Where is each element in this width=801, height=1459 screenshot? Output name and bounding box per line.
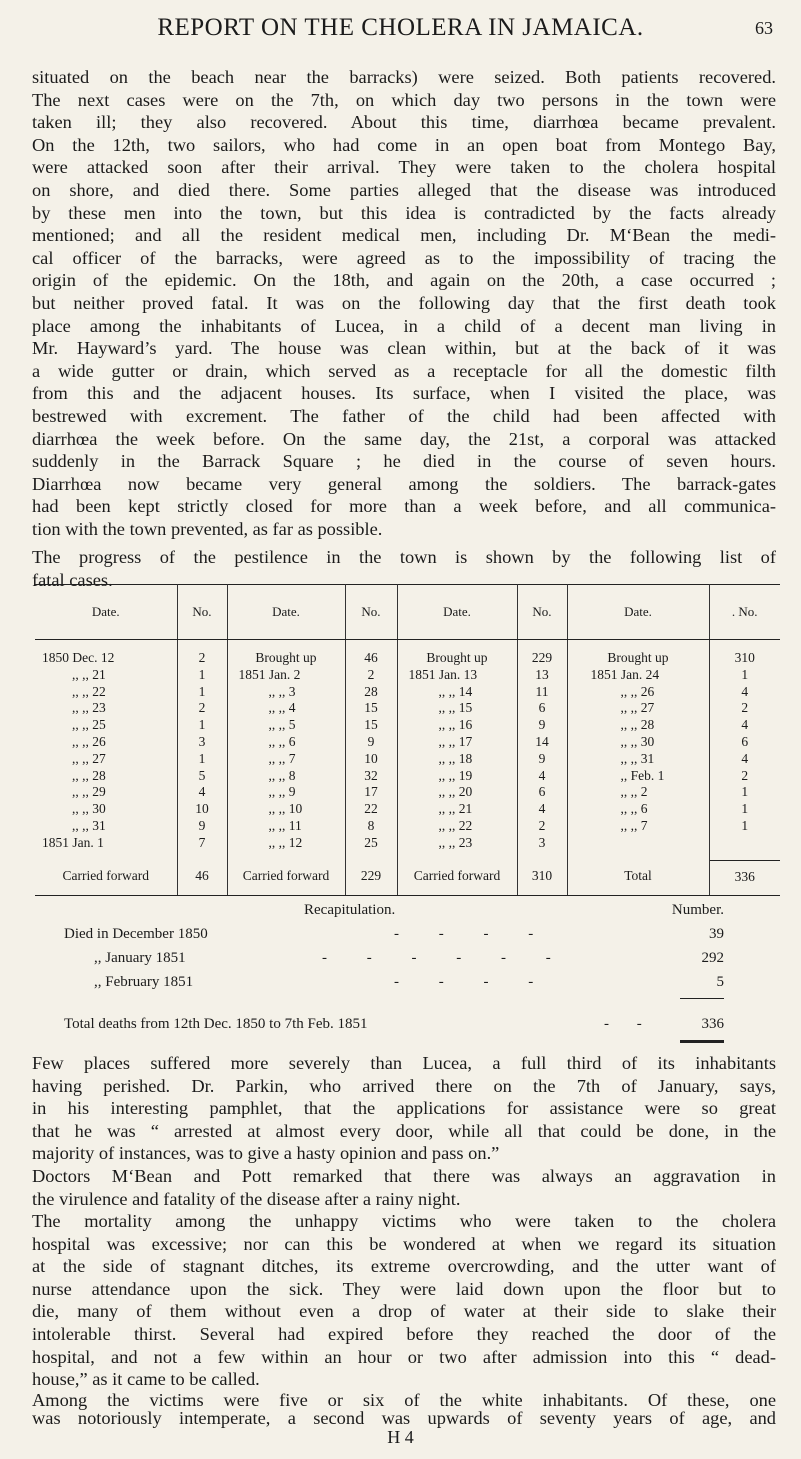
text-line: die, many of them without even a drop of water at their side to slake their (32, 1301, 776, 1322)
text-line: Among the victims were five or six of the white inhabitants. Of these, one (32, 1390, 776, 1410)
table-body-row (35, 640, 780, 861)
date-column (397, 640, 517, 861)
column-header: No. (517, 585, 567, 640)
date-cell: ,, ,, 9 (268, 784, 296, 800)
text-line: the virulence and fatality of the disease after a rainy night. (32, 1188, 461, 1209)
text-line: fatal cases. (32, 569, 113, 590)
date-cell: ,, ,, 22 (438, 817, 473, 833)
text-line: but neither proved fatal. It was on the following day that the first death took (32, 292, 776, 313)
number-cell: 15 (364, 700, 378, 716)
number-cell: 3 (538, 834, 546, 850)
text-line: by these men into the town, but this idea is contradicted by the facts already (32, 202, 776, 223)
paragraph-hospital (32, 1210, 776, 1391)
date-cell: ,, ,, 4 (268, 700, 296, 716)
date-cell: ,, ,, 27 (620, 700, 655, 716)
number-cell: 1 (741, 801, 749, 817)
total-label: Total (567, 860, 709, 895)
number-cell: 11 (535, 683, 549, 699)
number-cell: 9 (198, 817, 206, 833)
paragraph-lucea (32, 1052, 776, 1165)
date-cell: ,, ,, 27 (72, 750, 106, 766)
paragraph-doctors (32, 1165, 776, 1210)
recap-row (64, 950, 724, 972)
number-cell: 4 (198, 784, 206, 800)
number-cell: 5 (198, 767, 206, 783)
recap-row (64, 974, 724, 996)
number-cell: 4 (538, 801, 546, 817)
paragraph-victims (32, 1391, 776, 1427)
leader-dashes: - - - - - - (322, 950, 569, 966)
leader-dashes: - - - - (394, 926, 552, 942)
date-column (35, 640, 177, 861)
date-cell: ,, ,, 21 (72, 666, 106, 682)
carried-forward-label: Carried forward (227, 860, 345, 895)
text-line: place among the inhabitants of Lucea, in a child of a decent man living in (32, 315, 776, 336)
date-cell: ,, ,, 6 (620, 801, 648, 817)
date-cell (569, 835, 708, 852)
text-line: house,” as it came to be called. (32, 1369, 260, 1390)
recap-value: 292 (701, 950, 724, 966)
text-line: Doctors M‘Bean and Pott remarked that there was always an aggravation in (32, 1166, 776, 1186)
date-cell: ,, ,, 8 (268, 767, 296, 783)
recap-total-label: Total deaths from 12th Dec. 1850 to 7th Feb. 1851 (64, 1016, 368, 1032)
recap-label: ,, January 1851 (94, 950, 186, 966)
date-cell: Brought up (607, 650, 669, 665)
page-number: 63 (755, 18, 773, 38)
number-cell: 229 (531, 650, 553, 665)
text-line: intolerable thirst. Several had expired before they reached the door of the (32, 1323, 776, 1344)
text-line: suddenly in the Barrack Square ; he died in the course of seven hours. (32, 451, 776, 472)
text-line: Mr. Hayward’s yard. The house was clean within, but at the back of it was (32, 338, 776, 359)
text-line: having perished. Dr. Parkin, who arrived there on the 7th of January, says, (32, 1075, 776, 1096)
date-cell: ,, ,, 31 (620, 750, 655, 766)
number-cell: 10 (364, 750, 378, 766)
number-cell: 1 (198, 717, 206, 733)
carried-forward-value: 229 (345, 860, 397, 895)
text-line: from this and the adjacent houses. Its surface, when I visited the place, was (32, 383, 776, 404)
text-line: The next cases were on the 7th, on which day two persons in the town were (32, 89, 776, 110)
text-line: at the side of stagnant ditches, its extreme overcrowding, and the utter want of (32, 1256, 776, 1277)
date-cell: ,, ,, 12 (268, 834, 303, 850)
number-cell: 1 (198, 666, 206, 682)
date-cell: ,, ,, 20 (438, 784, 473, 800)
number-column (345, 640, 397, 861)
running-header (0, 14, 801, 54)
number-cell: 1 (741, 666, 749, 682)
number-cell: 2 (741, 700, 749, 716)
number-cell: 8 (367, 817, 375, 833)
date-cell: ,, ,, 16 (438, 717, 473, 733)
text-line: a wide gutter or drain, which served as a receptacle for all the domestic filth (32, 360, 776, 381)
date-cell: ,, ,, 26 (72, 733, 106, 749)
number-cell (711, 835, 780, 852)
number-cell: 2 (198, 650, 206, 665)
number-cell: 22 (364, 801, 378, 817)
date-cell: ,, ,, 23 (438, 834, 473, 850)
carried-forward-value: 310 (517, 860, 567, 895)
number-cell: 6 (538, 700, 546, 716)
text-line: Few places suffered more severely than Lucea, a full third of its inhabitants (32, 1053, 776, 1073)
number-column (517, 640, 567, 861)
text-line: that he was “ arrested at almost every door, while all that could be done, in the (32, 1120, 776, 1141)
number-column (177, 640, 227, 861)
recap-total-value: 336 (701, 1016, 724, 1032)
date-cell: ,, ,, 10 (268, 801, 303, 817)
number-cell: 4 (741, 717, 749, 733)
table-footer-row (35, 860, 780, 895)
number-cell: 4 (538, 767, 546, 783)
date-cell: ,, ,, 6 (268, 733, 296, 749)
number-cell: 2 (741, 767, 749, 783)
date-cell: ,, ,, 11 (268, 817, 302, 833)
recap-label: ,, February 1851 (94, 974, 194, 990)
date-cell: 1851 Jan. 13 (408, 666, 478, 682)
date-cell: ,, ,, 7 (620, 817, 648, 833)
text-line: Diarrhœa now became very general among the soldiers. The barrack-gates (32, 473, 776, 494)
number-cell: 9 (538, 750, 546, 766)
date-cell: ,, ,, 18 (438, 750, 473, 766)
text-line: was notoriously intemperate, a second was upwards of seventy years of age, and (32, 1408, 776, 1428)
date-cell: ,, ,, 31 (72, 817, 106, 833)
date-cell: ,, ,, 23 (72, 700, 106, 716)
number-cell: 13 (535, 666, 549, 682)
number-cell: 1 (741, 817, 749, 833)
column-header: Date. (35, 585, 177, 640)
number-cell: 7 (198, 834, 206, 850)
number-cell: 17 (364, 784, 378, 800)
date-cell: 1851 Jan. 2 (238, 666, 301, 682)
text-line: mentioned; and all the resident medical men, including Dr. M‘Bean the medi- (32, 225, 776, 246)
number-column (709, 640, 780, 861)
number-cell: 4 (741, 750, 749, 766)
sum-rule (680, 998, 724, 999)
column-header: No. (345, 585, 397, 640)
column-header: Date. (227, 585, 345, 640)
date-cell: ,, ,, 3 (268, 683, 296, 699)
date-cell: ,, ,, 21 (438, 801, 473, 817)
text-line: cal officer of the barracks, were agreed as to the impossibility of tracing the (32, 247, 776, 268)
date-cell: ,, ,, 19 (438, 767, 473, 783)
text-line: situated on the beach near the barracks) were seized. Both patients recovered. (32, 67, 776, 87)
text-line: On the 12th, two sailors, who had come in an open boat from Montego Bay, (32, 134, 776, 155)
carried-forward-label: Carried forward (397, 860, 517, 895)
text-line: hospital was excessive; nor can this be wondered at when we regard its situation (32, 1233, 776, 1254)
date-cell: ,, ,, 15 (438, 700, 473, 716)
column-header: Date. (397, 585, 517, 640)
date-cell: ,, ,, 22 (72, 683, 106, 699)
text-line: origin of the epidemic. On the 18th, and again on the 20th, a case occurred ; (32, 270, 776, 291)
text-line: majority of instances, was to give a hasty opinion and pass on.” (32, 1143, 500, 1164)
date-column (227, 640, 345, 861)
number-cell: 2 (198, 700, 206, 716)
number-cell: 32 (364, 767, 378, 783)
column-header: . No. (709, 585, 780, 640)
date-cell: Brought up (255, 650, 317, 665)
date-cell: ,, ,, 30 (620, 733, 655, 749)
number-cell: 28 (364, 683, 378, 699)
carried-forward-label: Carried forward (35, 860, 177, 895)
date-cell: Brought up (426, 650, 488, 665)
date-cell: ,, Feb. 1 (620, 767, 665, 783)
text-line: diarrhœa the week before. On the same day, the 21st, a corporal was attacked (32, 428, 776, 449)
number-cell: 1 (198, 750, 206, 766)
date-cell: ,, ,, 17 (438, 733, 473, 749)
date-cell: ,, ,, 28 (72, 767, 106, 783)
date-cell: ,, ,, 28 (620, 717, 655, 733)
fatal-cases-table (35, 584, 780, 896)
date-cell: 1851 Jan. 24 (590, 666, 660, 682)
text-line: had been kept strictly closed for more than a week before, and all communica- (32, 496, 776, 517)
date-cell: ,, ,, 2 (620, 784, 648, 800)
number-cell: 6 (741, 733, 749, 749)
text-line: on shore, and died there. Some parties alleged that the disease was introduced (32, 179, 776, 200)
text-line: were attacked soon after their arrival. They were taken to the cholera hospital (32, 157, 776, 178)
number-cell: 9 (367, 733, 375, 749)
signature-mark: H 4 (387, 1427, 414, 1447)
number-cell: 1 (741, 784, 749, 800)
recap-row (64, 926, 724, 948)
carried-forward-value: 46 (177, 860, 227, 895)
recap-total-row (64, 1016, 724, 1038)
date-cell: ,, ,, 26 (620, 683, 655, 699)
leader-dashes: - - (604, 1016, 654, 1032)
number-cell: 25 (364, 834, 378, 850)
recap-value: 5 (716, 974, 724, 990)
text-line: taken ill; they also recovered. About this time, diarrhœa became prevalent. (32, 112, 776, 133)
date-cell: ,, ,, 7 (268, 750, 296, 766)
date-cell: ,, ,, 30 (72, 801, 106, 817)
text-line: tion with the town prevented, as far as possible. (32, 518, 383, 539)
date-cell: 1851 Jan. 1 (42, 834, 104, 850)
column-header: Date. (567, 585, 709, 640)
date-cell: ,, ,, 14 (438, 683, 473, 699)
number-cell: 2 (367, 666, 375, 682)
number-cell: 3 (198, 733, 206, 749)
number-cell: 14 (535, 733, 549, 749)
number-cell: 4 (741, 683, 749, 699)
number-cell: 310 (734, 650, 755, 665)
text-line: The progress of the pestilence in the town is shown by the following list of (32, 547, 776, 567)
date-column (567, 640, 709, 861)
double-rule (680, 1040, 724, 1043)
column-header: No. (177, 585, 227, 640)
leader-dashes: - - - - (394, 974, 552, 990)
recap-number-heading: Number. (671, 902, 724, 918)
paragraph-narrative (32, 66, 776, 540)
number-cell: 1 (198, 683, 206, 699)
running-title: REPORT ON THE CHOLERA IN JAMAICA. (157, 14, 644, 41)
recapitulation (64, 902, 724, 1042)
table-header-row (35, 585, 780, 640)
number-cell: 2 (538, 817, 546, 833)
date-cell: ,, ,, 29 (72, 784, 106, 800)
text-line: bestrewed with excrement. The father of the child had been affected with (32, 405, 776, 426)
total-value: 336 (709, 860, 780, 895)
date-cell: ,, ,, 25 (72, 717, 106, 733)
recap-heading: Recapitulation. (304, 902, 396, 918)
text-line: The mortality among the unhappy victims who were taken to the cholera (32, 1211, 776, 1231)
date-cell: ,, ,, 5 (268, 717, 296, 733)
recap-value: 39 (709, 926, 724, 942)
number-cell: 9 (538, 717, 546, 733)
number-cell: 46 (364, 650, 378, 665)
date-cell: 1850 Dec. 12 (42, 650, 115, 665)
number-cell: 15 (364, 717, 378, 733)
number-cell: 6 (538, 784, 546, 800)
text-line: nurse attendance upon the sick. They were laid down upon the floor but to (32, 1278, 776, 1299)
number-cell: 10 (195, 801, 209, 817)
recap-label: Died in December 1850 (64, 926, 208, 942)
text-line: in his interesting pamphlet, that the applications for assistance were so great (32, 1098, 776, 1119)
text-line: hospital, and not a few within an hour or two after admission into this “ dead- (32, 1346, 776, 1367)
